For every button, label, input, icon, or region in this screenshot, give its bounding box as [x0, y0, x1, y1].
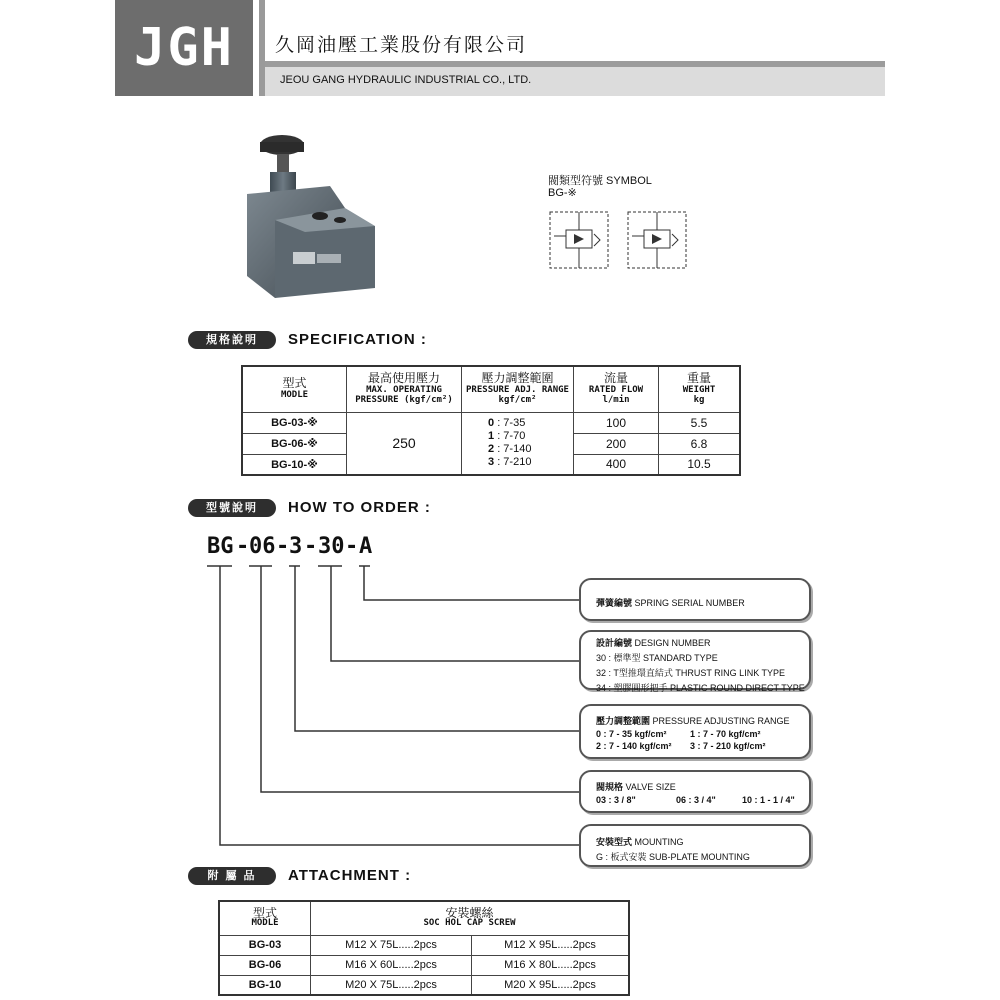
company-name-chinese: 久岡油壓工業股份有限公司: [275, 34, 528, 56]
order-code-dash: -: [304, 534, 318, 559]
specification-pill: 規格說明: [188, 331, 276, 349]
specification-title: SPECIFICATION :: [288, 331, 427, 348]
spec-header-pressure-range: 壓力調整範圍 PRESSURE ADJ. RANGE kgf/cm²: [462, 366, 574, 412]
attachment-screw-cell: M20 X 95L.....2pcs: [472, 975, 630, 995]
symbol-title: 閥類型符號 SYMBOL: [548, 175, 652, 187]
attachment-model-cell: BG-10: [219, 975, 311, 995]
order-box-mounting: 安裝型式 MOUNTING G : 板式安裝 SUB-PLATE MOUNTING: [579, 824, 811, 867]
order-code-series: BG: [207, 534, 234, 559]
attachment-row: [219, 955, 629, 975]
spec-header-max-pressure: 最高使用壓力 MAX. OPERATING PRESSURE (kgf/cm²): [347, 366, 462, 412]
spec-flow-cell: 100: [574, 412, 659, 433]
attachment-screw-cell: M16 X 60L.....2pcs: [311, 955, 472, 975]
company-logo: JGH: [134, 18, 234, 78]
spec-model-cell: BG-06-※: [242, 433, 347, 454]
company-name-english: JEOU GANG HYDRAULIC INDUSTRIAL CO., LTD.: [280, 74, 532, 86]
spec-flow-cell: 400: [574, 454, 659, 475]
attachment-pill: 附 屬 品: [188, 867, 276, 885]
order-code-pressure: 3: [289, 534, 303, 559]
attachment-table: [218, 900, 630, 996]
spec-model-cell: BG-03-※: [242, 412, 347, 433]
attachment-model-cell: BG-03: [219, 935, 311, 955]
spec-max-pressure-cell: 250: [347, 412, 462, 475]
spec-weight-cell: 10.5: [659, 454, 741, 475]
attachment-row: [219, 975, 629, 995]
order-code-design: 30: [318, 534, 345, 559]
order-code-dash: -: [345, 534, 359, 559]
spec-flow-cell: 200: [574, 433, 659, 454]
order-code-dash: -: [236, 534, 250, 559]
order-code-spring: A: [359, 534, 373, 559]
spec-weight-cell: 6.8: [659, 433, 741, 454]
order-box-spring: 彈簧編號 SPRING SERIAL NUMBER: [579, 578, 811, 621]
order-code-size: 06: [249, 534, 276, 559]
order-box-pressure: 壓力調整範圍 PRESSURE ADJUSTING RANGE 0 : 7 - 35 kgf/cm² 1 : 7 - 70 kgf/cm² 2 : 7 - 140 kgf/cm² 3 : 7 - 210 kgf/cm²: [579, 704, 811, 759]
spec-pressure-range-cell: 0 : 7-35 1 : 7-70 2 : 7-140 3 : 7-210: [462, 412, 574, 475]
attachment-header-screw: 安裝螺絲 SOC HOL CAP SCREW: [311, 901, 630, 935]
attachment-row: [219, 935, 629, 955]
attachment-model-cell: BG-06: [219, 955, 311, 975]
how-to-order-pill: 型號說明: [188, 499, 276, 517]
symbol-model: BG-※: [548, 187, 577, 199]
attachment-title: ATTACHMENT :: [288, 867, 412, 884]
attachment-screw-cell: M20 X 75L.....2pcs: [311, 975, 472, 995]
order-box-design: 設計編號 DESIGN NUMBER 30 : 標準型 STANDARD TYPE 32 : T型推環直結式 THRUST RING LINK TYPE 34 : 塑膠圓形把手 PLASTIC ROUND DIRECT TYPE: [579, 630, 811, 690]
attachment-screw-cell: M16 X 80L.....2pcs: [472, 955, 630, 975]
order-code-dash: -: [276, 534, 290, 559]
spec-header-weight: 重量 WEIGHT kg: [659, 366, 741, 412]
how-to-order-title: HOW TO ORDER :: [288, 499, 431, 516]
spec-header-flow: 流量 RATED FLOW l/min: [574, 366, 659, 412]
spec-model-cell: BG-10-※: [242, 454, 347, 475]
spec-weight-cell: 5.5: [659, 412, 741, 433]
attachment-header-model: 型式 MODLE: [219, 901, 311, 935]
spec-header-model: 型式 MODLE: [242, 366, 347, 412]
attachment-screw-cell: M12 X 75L.....2pcs: [311, 935, 472, 955]
attachment-screw-cell: M12 X 95L.....2pcs: [472, 935, 630, 955]
order-box-valve-size: 閥規格 VALVE SIZE 03 : 3 / 8" 06 : 3 / 4" 10 : 1 - 1 / 4": [579, 770, 811, 813]
